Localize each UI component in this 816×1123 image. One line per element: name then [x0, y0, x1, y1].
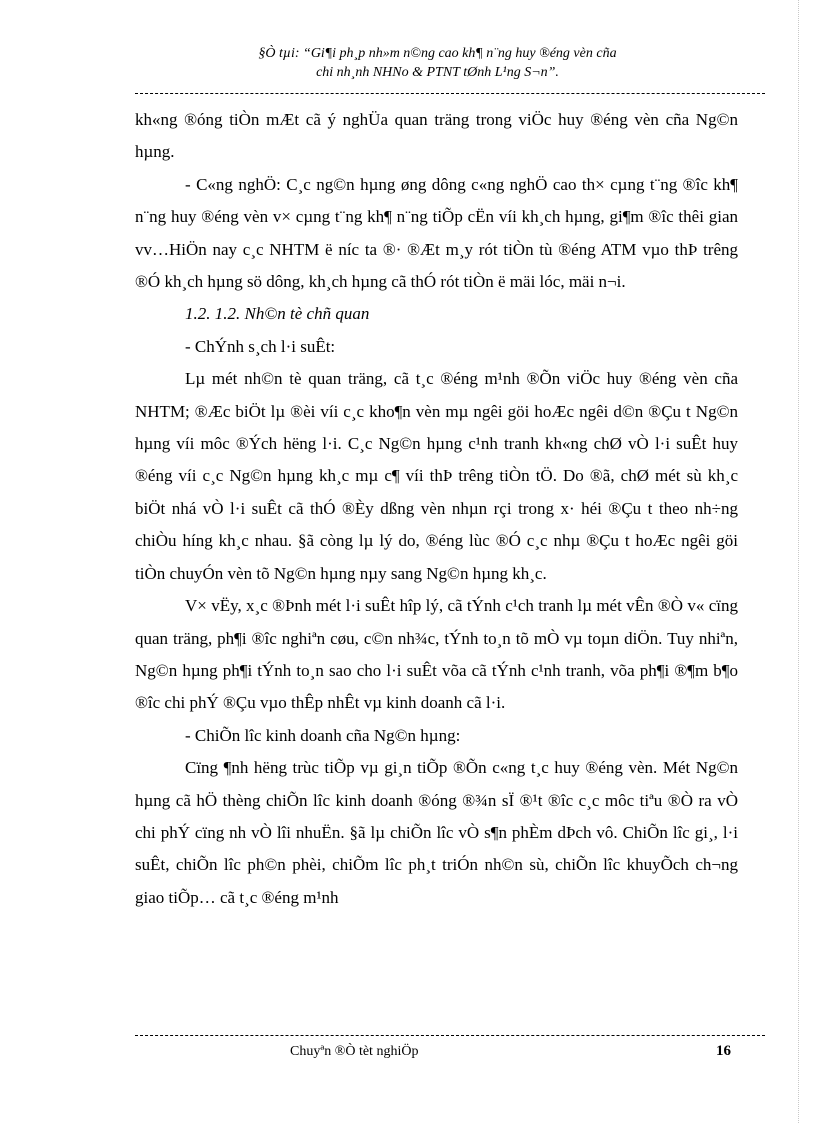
page-header — [135, 44, 740, 82]
page-number: 16 — [716, 1043, 731, 1059]
paragraph: - C«ng nghÖ: C¸c ng©n hµng øng dông c«ng nghÖ cao th× cµng t¨ng ®îc kh¶ n¨ng huy ®éng vèn v× cµng t¨ng kh¶ n¨ng tiÕp cËn víi kh¸ch hµng, gi¶m ®îc thêi gian vv…HiÖn nay c¸c NHTM ë níc ta ®· ®Æt m¸y rót tiÒn tù ®éng ATM vµo thÞ trêng ®Ó kh¸ch hµng sö dông, kh¸ch hµng cã thÓ rót tiÒn ë mäi lóc, mäi n¬i. — [135, 174, 738, 292]
header-divider — [135, 93, 765, 94]
paragraph: Lµ mét nh©n tè quan träng, cã t¸c ®éng m¹nh ®Õn viÖc huy ®éng vèn cña NHTM; ®Æc biÖt lµ ®èi víi c¸c kho¶n vèn mµ ngêi göi hoÆc ngêi d©n ®Çu t Ng©n hµng víi môc ®Ých hëng l·i. C¸c Ng©n hµng c¹nh tranh kh«ng chØ vÒ l·i suÊt huy ®éng víi c¸c Ng©n hµng kh¸c mµ c¶ víi thÞ trêng tiÒn tÖ. Do ®ã, chØ mét sù kh¸c biÖt nhá vÒ l·i suÊt cã thÓ ®Èy dßng vèn nhµn rçi trong x· héi ®Çu t theo nh÷ng chiÒu híng kh¸c nhau. §ã còng lµ lý do, ®éng lùc ®Ó c¸c nhµ ®Çu t hoÆc ngêi göi tiÒn chuyÓn vèn tõ Ng©n hµng nµy sang Ng©n hµng kh¸c. — [135, 369, 738, 583]
paragraph: kh«ng ®óng tiÒn mÆt cã ý nghÜa quan träng trong viÖc huy ®éng vèn cña Ng©n hµng. — [135, 110, 738, 162]
paragraph: - ChiÕn lîc kinh doanh cña Ng©n hµng: — [185, 725, 461, 745]
footer-label: Chuyªn ®Ò tèt nghiÖp — [290, 1044, 419, 1059]
footer-divider — [135, 1035, 765, 1036]
paragraph: Cïng ¶nh hëng trùc tiÕp vµ gi¸n tiÕp ®Õn c«ng t¸c huy ®éng vèn. Mét Ng©n hµng cã hÖ thèng chiÕn lîc kinh doanh ®óng ®¾n sÏ ®¹t ®îc c¸c môc tiªu ®Ò ra vÒ chi phÝ cïng nh vÒ lîi nhuËn. §ã lµ chiÕn lîc vÒ s¶n phÈm dÞch vô. ChiÕn lîc gi¸, l·i suÊt, chiÕn lîc ph©n phèi, chiÕm lîc ph¸t triÓn nh©n sù, chiÕn lîc khuyÕch ch¬ng giao tiÕp… cã t¸c ®éng m¹nh — [135, 758, 738, 907]
paragraph: - ChÝnh s¸ch l·i suÊt: — [185, 336, 336, 356]
header-title-line-2: chi nh¸nh NHNo & PTNT tØnh L¹ng S¬n”. — [316, 65, 559, 80]
header-title-line-1: §Ò tµi: “Gi¶i ph¸p nh»m n©ng cao kh¶ n¨ng huy ®éng vèn cña — [258, 46, 617, 61]
body-text — [135, 104, 738, 914]
paragraph: V× vËy, x¸c ®Þnh mét l·i suÊt hîp lý, cã tÝnh c¹ch tranh lµ mét vÊn ®Ò v« cïng quan träng, ph¶i ®îc nghiªn cøu, c©n nh¾c, tÝnh to¸n tõ mÒ vµ toµn diÖn. Tuy nhiªn, Ng©n hµng ph¶i tÝnh to¸n sao cho l·i suÊt võa cã tÝnh c¹nh tranh, võa ph¶i ®¶m b¶o ®îc chi phÝ ®Çu vµo thÊp nhÊt vµ kinh doanh cã l·i. — [135, 596, 738, 713]
section-heading: 1.2. 1.2. Nh©n tè chñ quan — [185, 304, 370, 324]
